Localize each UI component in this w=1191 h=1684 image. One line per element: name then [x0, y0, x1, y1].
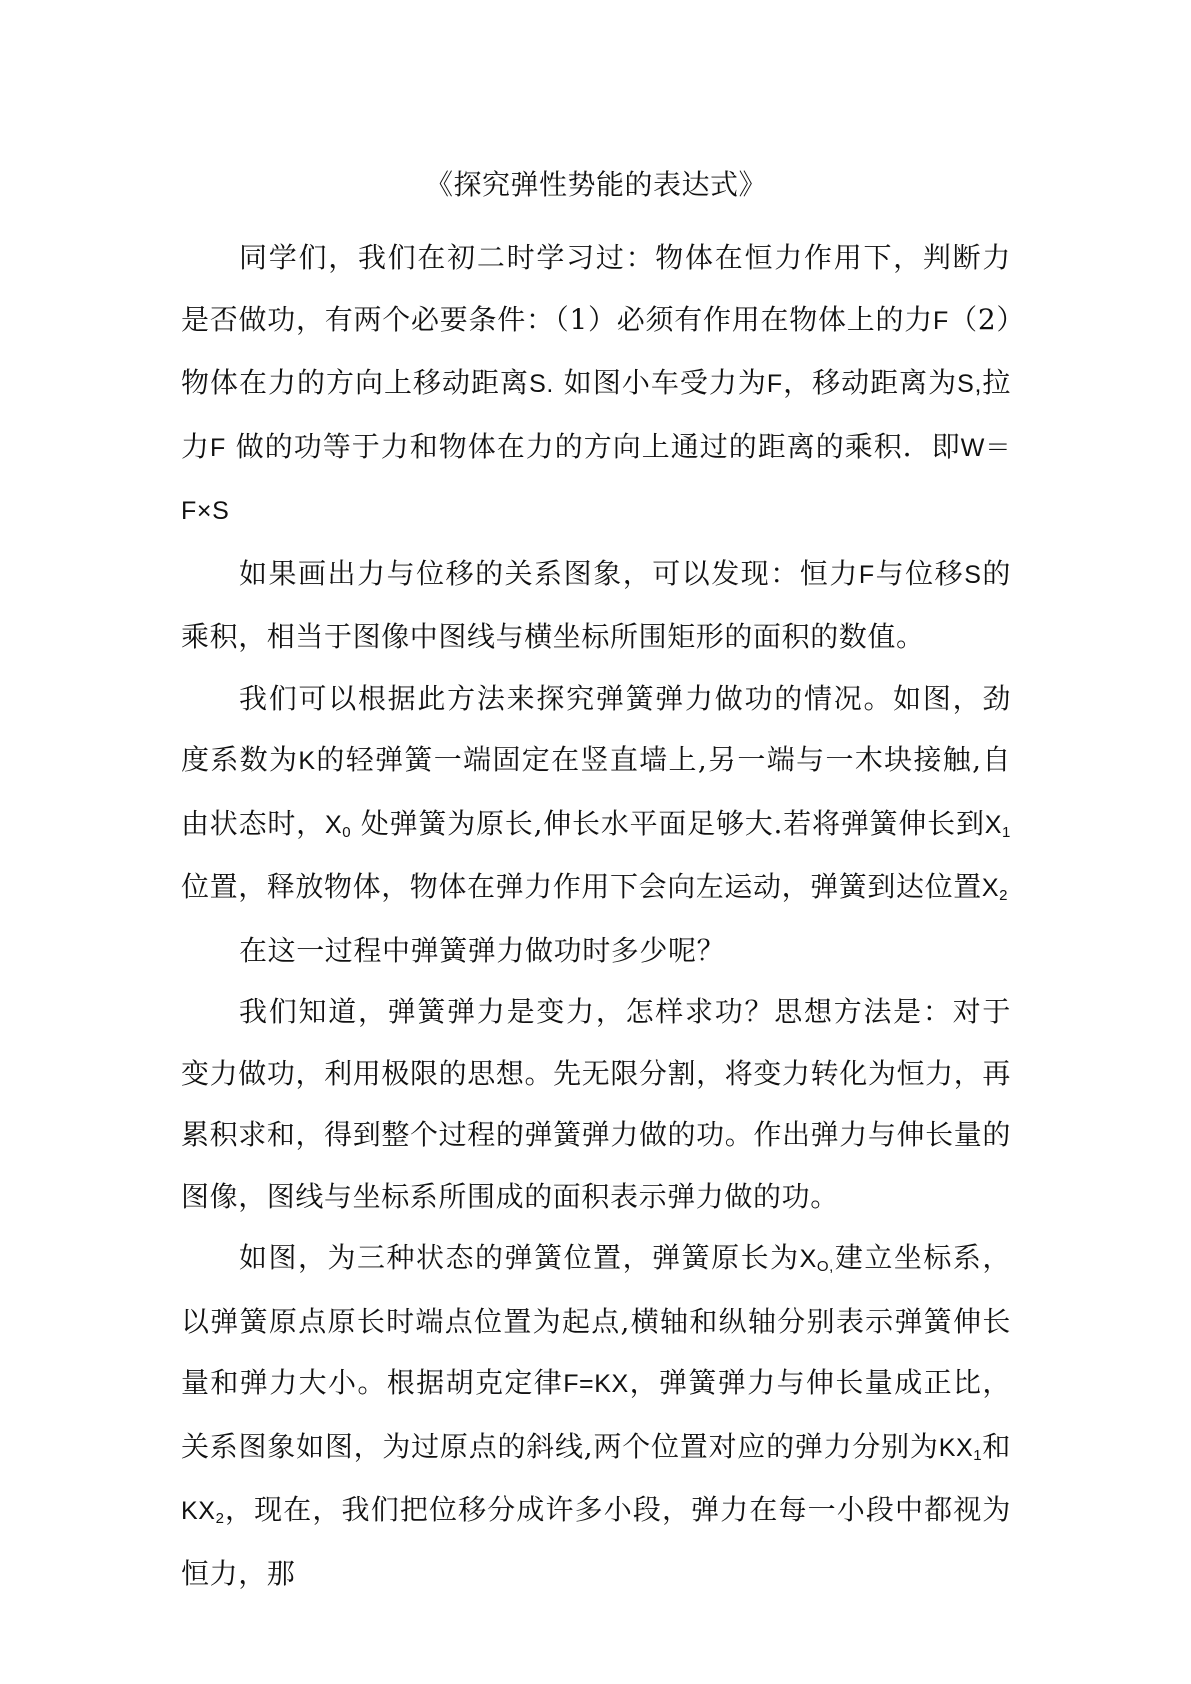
symbol-k: K: [298, 747, 316, 775]
symbol-x0: [325, 811, 351, 839]
subscript: 1: [973, 1446, 983, 1464]
text-run: 我们可以根据此方法来探究弹簧弹力做功的情况。如图，劲度系数为: [181, 681, 1011, 776]
symbol-x: X: [981, 874, 1000, 902]
text-run: 同学们，我们在初二时学习过：物体在恒力作用下，判断力是否做功，有两个必要条件：（1）必须有作用在物体上的力: [181, 241, 1011, 336]
text-run: 的乘积，相当于图像中图线与横坐标所围矩形的面积的数值。: [181, 556, 1011, 653]
paragraph-graph-area: [181, 543, 1011, 668]
symbol-f: F: [933, 306, 949, 335]
symbol-x2: [982, 874, 1008, 902]
paragraph-method: 我们知道，弹簧弹力是变力，怎样求功？思想方法是：对于变力做功，利用极限的思想。先无限分割，将变力转化为恒力，再累积求和，得到整个过程的弹簧弹力做的功。作出弹力与伸长量的图像，图线与坐标系所围成的面积表示弹力做的功。: [181, 995, 1011, 1213]
subscript: 2: [215, 1510, 225, 1527]
text-run: 如果画出力与位移的关系图象，可以发现：恒力: [239, 556, 859, 590]
symbol-f: F: [858, 560, 875, 589]
subscript: 0: [342, 823, 352, 841]
text-run: 位置，释放物体，物体在弹力作用下会向左运动，弹簧到达位置: [181, 870, 982, 903]
symbol-kx1: [939, 1434, 983, 1462]
hooke-law-formula: F=KX: [563, 1370, 629, 1398]
text-run: 处弹簧为原长,伸长水平面足够大.若将弹簧伸长到: [351, 806, 985, 840]
subscript: 1: [1002, 823, 1011, 841]
text-run: ，弹簧弹力与伸长量成正比，关系图象如图，为过原点的斜线,两个位置对应的弹力分别为: [181, 1366, 1011, 1463]
text-run: （2）物体在力的方向上移动距离: [181, 302, 1011, 399]
symbol-f: F: [766, 370, 783, 398]
document-title: 《探究弹性势能的表达式》: [424, 168, 767, 201]
subscript: 2: [999, 887, 1009, 904]
symbol-f: F: [210, 433, 226, 462]
symbol-s: S,: [957, 370, 982, 398]
paragraph-spring-setup: [181, 668, 1011, 920]
paragraph-question: 在这一过程中弹簧弹力做功时多少呢？: [239, 933, 726, 967]
text-run: 与位移: [874, 556, 965, 590]
text-run: 建立坐标系，以弹簧原点原长时端点位置为起点,横轴和纵轴分别表示弹簧伸长量和弹力大小。根据胡克定律: [181, 1241, 1011, 1399]
text-run: 的轻弹簧一端固定在竖直墙上,另一端与一木块接触,自由状态时，: [181, 743, 1011, 840]
symbol-kx: KX: [181, 1497, 216, 1525]
document-page: [181, 165, 1011, 1604]
paragraph-work-definition: [181, 227, 1011, 543]
symbol-x1: [985, 811, 1011, 839]
text-run: 和: [982, 1429, 1011, 1463]
text-run: ，移动距离为: [782, 366, 958, 399]
symbol-s: S.: [529, 370, 554, 398]
text-run: 做的功等于力和物体在力的方向上通过的距离的乘积．即: [225, 429, 961, 463]
text-run: 拉力: [181, 366, 1012, 463]
symbol-x: X: [324, 810, 343, 839]
text-run: 如图，为三种状态的弹簧位置，弹簧原长为: [239, 1241, 800, 1274]
text-run: 如图小车受力为: [553, 366, 767, 399]
text-run: ，现在，我们把位移分成许多小段，弹力在每一小段中都视为恒力，那: [181, 1493, 1011, 1590]
symbol-kx2: [181, 1497, 225, 1525]
symbol-x: X: [984, 810, 1003, 839]
paragraph-hooke-law: [181, 1227, 1011, 1604]
symbol-x: X: [799, 1245, 817, 1273]
symbol-s: S: [964, 560, 982, 589]
subscript: O,: [816, 1258, 834, 1275]
symbol-kx: KX: [938, 1433, 974, 1462]
symbol-x0: [800, 1245, 834, 1273]
work-formula: W＝F×S: [181, 433, 1011, 525]
